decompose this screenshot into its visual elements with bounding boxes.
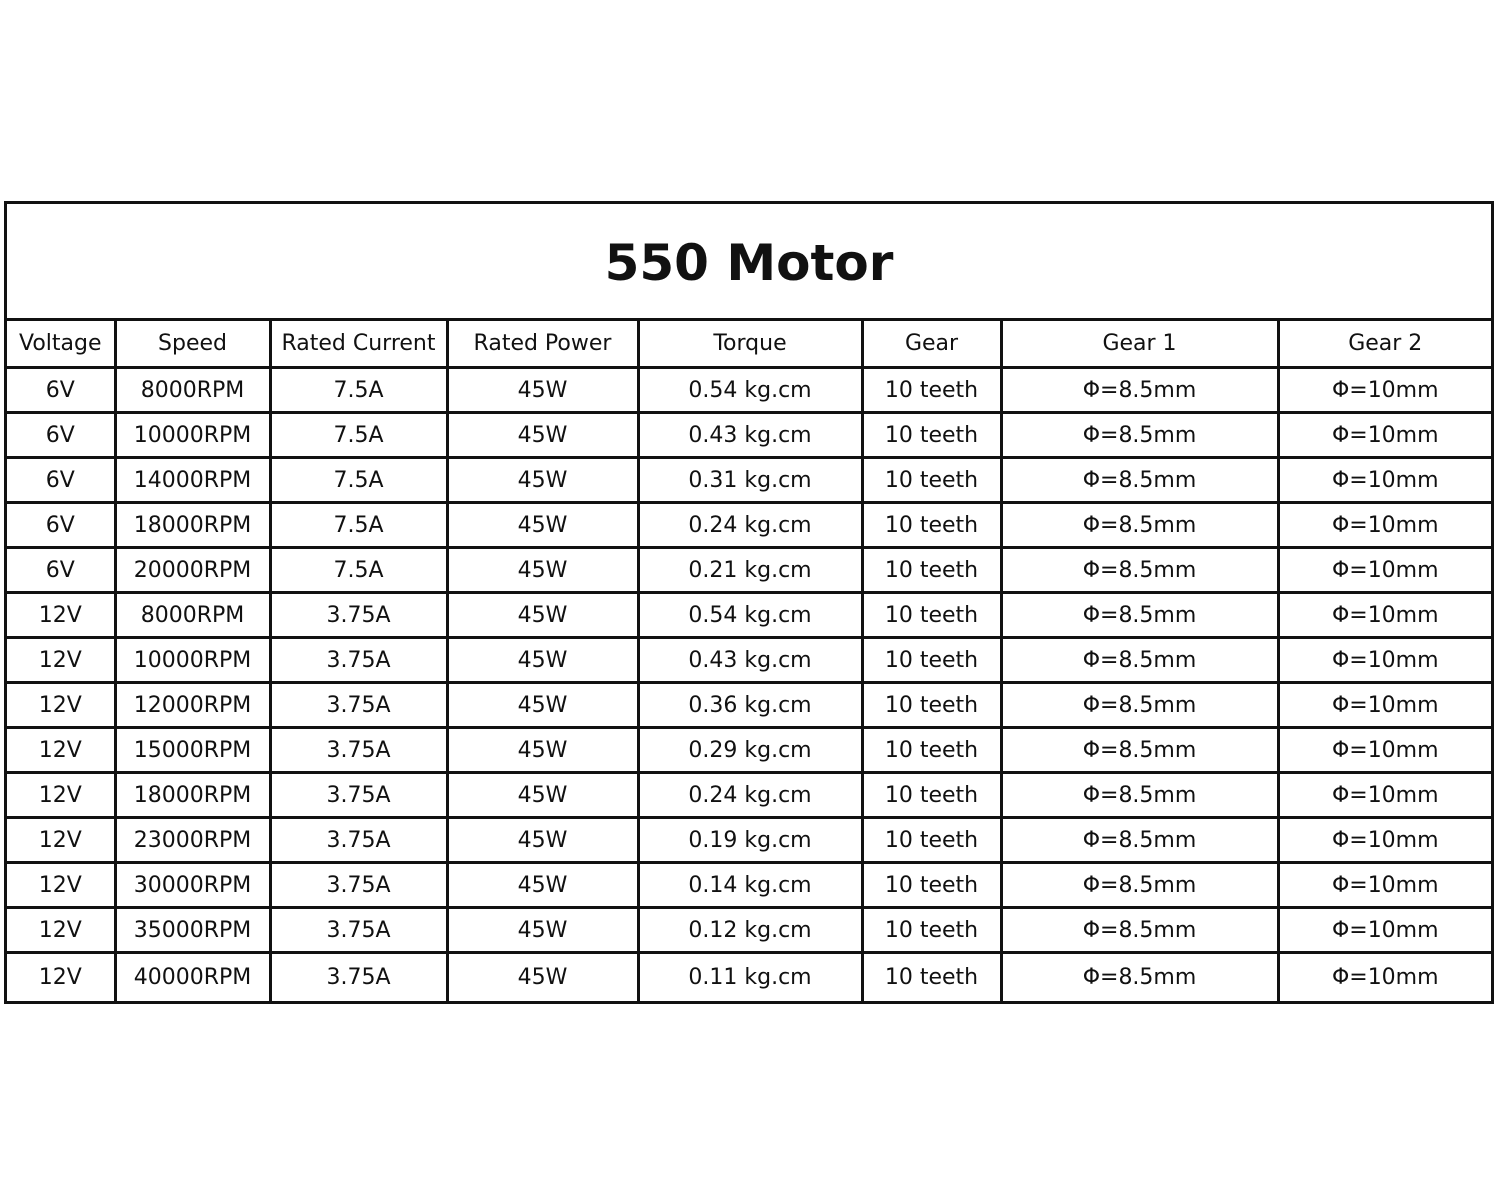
cell-rated-power: 45W xyxy=(447,458,638,503)
cell-torque: 0.31 kg.cm xyxy=(638,458,862,503)
table-row xyxy=(7,773,1491,818)
cell-gear: 10 teeth xyxy=(862,368,1001,413)
cell-speed: 8000RPM xyxy=(115,593,270,638)
cell-gear-1: Φ=8.5mm xyxy=(1001,458,1278,503)
cell-rated-power: 45W xyxy=(447,548,638,593)
cell-rated-current: 3.75A xyxy=(270,773,447,818)
cell-rated-current: 7.5A xyxy=(270,368,447,413)
cell-gear-1: Φ=8.5mm xyxy=(1001,683,1278,728)
table-row xyxy=(7,503,1491,548)
cell-gear-2: Φ=10mm xyxy=(1278,728,1491,773)
cell-gear-1: Φ=8.5mm xyxy=(1001,548,1278,593)
cell-gear-1: Φ=8.5mm xyxy=(1001,863,1278,908)
cell-rated-current: 7.5A xyxy=(270,413,447,458)
cell-voltage: 12V xyxy=(7,818,115,863)
cell-speed: 30000RPM xyxy=(115,863,270,908)
cell-gear-1: Φ=8.5mm xyxy=(1001,728,1278,773)
table-row xyxy=(7,593,1491,638)
cell-gear-1: Φ=8.5mm xyxy=(1001,638,1278,683)
cell-rated-power: 45W xyxy=(447,638,638,683)
table-row xyxy=(7,863,1491,908)
column-header-voltage: Voltage xyxy=(7,321,115,368)
cell-rated-power: 45W xyxy=(447,503,638,548)
cell-gear-2: Φ=10mm xyxy=(1278,773,1491,818)
cell-gear: 10 teeth xyxy=(862,413,1001,458)
cell-gear: 10 teeth xyxy=(862,908,1001,953)
cell-voltage: 12V xyxy=(7,953,115,1002)
cell-rated-power: 45W xyxy=(447,908,638,953)
cell-gear-2: Φ=10mm xyxy=(1278,503,1491,548)
cell-speed: 10000RPM xyxy=(115,638,270,683)
cell-voltage: 12V xyxy=(7,863,115,908)
table-body xyxy=(7,368,1491,1002)
cell-gear: 10 teeth xyxy=(862,818,1001,863)
cell-rated-current: 3.75A xyxy=(270,818,447,863)
cell-gear-1: Φ=8.5mm xyxy=(1001,368,1278,413)
table-row xyxy=(7,818,1491,863)
cell-torque: 0.29 kg.cm xyxy=(638,728,862,773)
cell-rated-power: 45W xyxy=(447,953,638,1002)
cell-voltage: 6V xyxy=(7,503,115,548)
cell-rated-current: 3.75A xyxy=(270,953,447,1002)
cell-gear-2: Φ=10mm xyxy=(1278,458,1491,503)
title-cell xyxy=(7,204,1491,321)
cell-gear: 10 teeth xyxy=(862,773,1001,818)
cell-voltage: 12V xyxy=(7,773,115,818)
cell-rated-power: 45W xyxy=(447,818,638,863)
cell-torque: 0.43 kg.cm xyxy=(638,413,862,458)
cell-gear: 10 teeth xyxy=(862,503,1001,548)
cell-speed: 40000RPM xyxy=(115,953,270,1002)
column-header-gear-2: Gear 2 xyxy=(1278,321,1491,368)
table-row xyxy=(7,728,1491,773)
cell-torque: 0.36 kg.cm xyxy=(638,683,862,728)
table-row xyxy=(7,458,1491,503)
cell-gear-1: Φ=8.5mm xyxy=(1001,773,1278,818)
cell-rated-current: 3.75A xyxy=(270,728,447,773)
cell-voltage: 12V xyxy=(7,683,115,728)
cell-torque: 0.14 kg.cm xyxy=(638,863,862,908)
column-header-torque: Torque xyxy=(638,321,862,368)
cell-rated-power: 45W xyxy=(447,728,638,773)
cell-torque: 0.11 kg.cm xyxy=(638,953,862,1002)
cell-torque: 0.24 kg.cm xyxy=(638,503,862,548)
cell-gear-2: Φ=10mm xyxy=(1278,593,1491,638)
spec-sheet xyxy=(4,201,1494,1004)
cell-torque: 0.54 kg.cm xyxy=(638,368,862,413)
header-row xyxy=(7,321,1491,368)
cell-torque: 0.12 kg.cm xyxy=(638,908,862,953)
cell-voltage: 12V xyxy=(7,593,115,638)
cell-rated-power: 45W xyxy=(447,683,638,728)
cell-torque: 0.21 kg.cm xyxy=(638,548,862,593)
cell-rated-current: 7.5A xyxy=(270,548,447,593)
cell-speed: 15000RPM xyxy=(115,728,270,773)
table-row xyxy=(7,638,1491,683)
cell-rated-current: 3.75A xyxy=(270,908,447,953)
table-row xyxy=(7,413,1491,458)
cell-gear-1: Φ=8.5mm xyxy=(1001,908,1278,953)
table-row xyxy=(7,368,1491,413)
column-header-gear: Gear xyxy=(862,321,1001,368)
cell-gear: 10 teeth xyxy=(862,548,1001,593)
table-title: 550 Motor xyxy=(604,234,894,292)
cell-torque: 0.19 kg.cm xyxy=(638,818,862,863)
cell-gear-2: Φ=10mm xyxy=(1278,413,1491,458)
cell-rated-power: 45W xyxy=(447,863,638,908)
column-header-rated-current: Rated Current xyxy=(270,321,447,368)
cell-speed: 14000RPM xyxy=(115,458,270,503)
column-header-speed: Speed xyxy=(115,321,270,368)
cell-rated-current: 7.5A xyxy=(270,458,447,503)
cell-gear: 10 teeth xyxy=(862,638,1001,683)
cell-torque: 0.43 kg.cm xyxy=(638,638,862,683)
cell-rated-power: 45W xyxy=(447,773,638,818)
cell-gear: 10 teeth xyxy=(862,683,1001,728)
cell-gear-2: Φ=10mm xyxy=(1278,638,1491,683)
cell-torque: 0.24 kg.cm xyxy=(638,773,862,818)
spec-table xyxy=(7,321,1491,1001)
cell-speed: 20000RPM xyxy=(115,548,270,593)
cell-speed: 23000RPM xyxy=(115,818,270,863)
column-header-rated-power: Rated Power xyxy=(447,321,638,368)
table-row xyxy=(7,548,1491,593)
cell-gear-1: Φ=8.5mm xyxy=(1001,593,1278,638)
cell-rated-current: 3.75A xyxy=(270,593,447,638)
cell-rated-current: 3.75A xyxy=(270,863,447,908)
cell-voltage: 6V xyxy=(7,548,115,593)
cell-speed: 18000RPM xyxy=(115,503,270,548)
cell-rated-power: 45W xyxy=(447,368,638,413)
cell-speed: 8000RPM xyxy=(115,368,270,413)
cell-rated-current: 7.5A xyxy=(270,503,447,548)
cell-gear-2: Φ=10mm xyxy=(1278,818,1491,863)
cell-gear-2: Φ=10mm xyxy=(1278,368,1491,413)
cell-gear-2: Φ=10mm xyxy=(1278,953,1491,1002)
cell-gear-1: Φ=8.5mm xyxy=(1001,953,1278,1002)
cell-voltage: 6V xyxy=(7,368,115,413)
cell-gear-2: Φ=10mm xyxy=(1278,863,1491,908)
cell-gear-2: Φ=10mm xyxy=(1278,548,1491,593)
cell-gear-1: Φ=8.5mm xyxy=(1001,503,1278,548)
cell-rated-current: 3.75A xyxy=(270,638,447,683)
cell-gear: 10 teeth xyxy=(862,728,1001,773)
cell-voltage: 12V xyxy=(7,728,115,773)
table-row xyxy=(7,953,1491,1002)
cell-gear: 10 teeth xyxy=(862,863,1001,908)
cell-gear: 10 teeth xyxy=(862,953,1001,1002)
cell-voltage: 6V xyxy=(7,413,115,458)
cell-gear-1: Φ=8.5mm xyxy=(1001,413,1278,458)
cell-voltage: 12V xyxy=(7,908,115,953)
cell-rated-power: 45W xyxy=(447,593,638,638)
cell-torque: 0.54 kg.cm xyxy=(638,593,862,638)
cell-gear-1: Φ=8.5mm xyxy=(1001,818,1278,863)
cell-gear-2: Φ=10mm xyxy=(1278,683,1491,728)
cell-speed: 35000RPM xyxy=(115,908,270,953)
cell-voltage: 6V xyxy=(7,458,115,503)
cell-rated-power: 45W xyxy=(447,413,638,458)
table-row xyxy=(7,683,1491,728)
cell-gear-2: Φ=10mm xyxy=(1278,908,1491,953)
cell-speed: 10000RPM xyxy=(115,413,270,458)
cell-voltage: 12V xyxy=(7,638,115,683)
cell-speed: 12000RPM xyxy=(115,683,270,728)
table-row xyxy=(7,908,1491,953)
cell-gear: 10 teeth xyxy=(862,458,1001,503)
column-header-gear-1: Gear 1 xyxy=(1001,321,1278,368)
cell-gear: 10 teeth xyxy=(862,593,1001,638)
cell-speed: 18000RPM xyxy=(115,773,270,818)
cell-rated-current: 3.75A xyxy=(270,683,447,728)
